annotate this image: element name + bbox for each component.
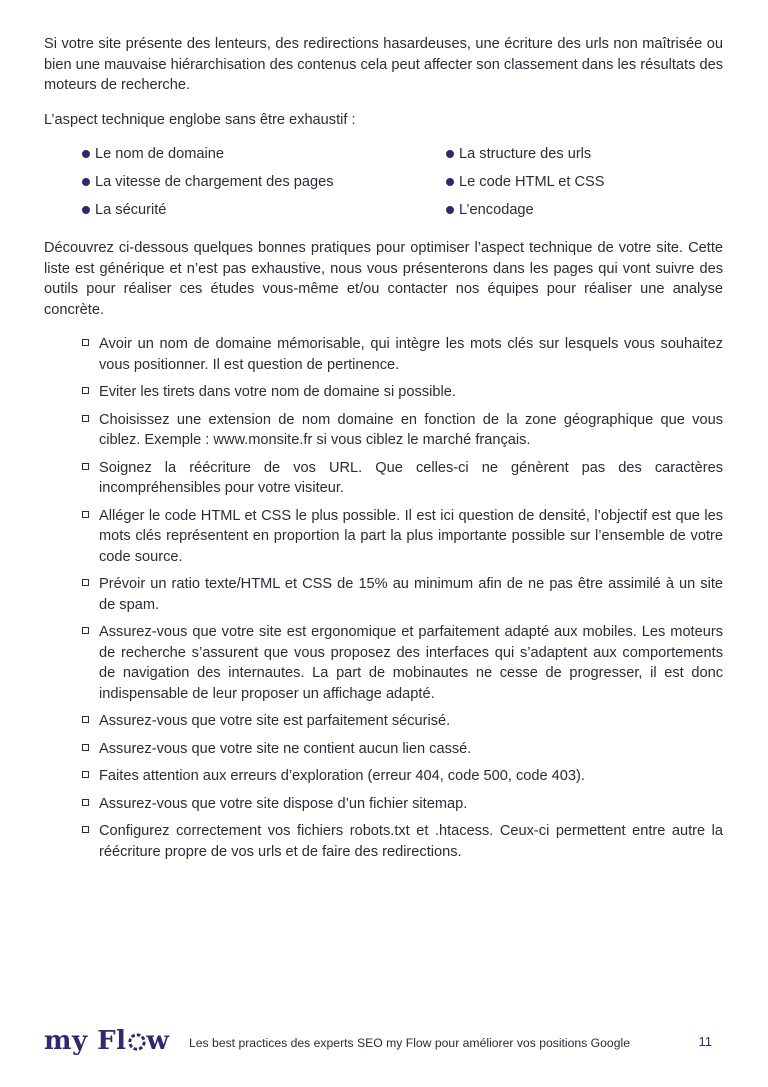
list-item — [446, 144, 746, 164]
logo-text-end: w — [146, 1026, 170, 1056]
bullet-dot-icon — [82, 206, 90, 214]
list-item — [82, 200, 446, 220]
technical-aspects-list — [82, 144, 723, 220]
checkbox-square-icon — [82, 799, 89, 806]
bullet-dot-icon — [82, 150, 90, 158]
checklist-item — [82, 506, 723, 568]
checklist-item-text: Faites attention aux erreurs d’exploration (erreur 404, code 500, code 403). — [99, 768, 585, 784]
checkbox-square-icon — [82, 744, 89, 751]
checkbox-square-icon — [82, 716, 89, 723]
checklist-item — [82, 458, 723, 499]
checkbox-square-icon — [82, 387, 89, 394]
list-item-label: La sécurité — [95, 202, 167, 218]
checklist-item-text: Configurez correctement vos fichiers robots.txt et .htacess. Ceux-ci permettent entre autre la réécriture propre de vos urls et de faire des redirections. — [99, 823, 723, 860]
list-item — [82, 144, 446, 164]
footer-tagline: Les best practices des experts SEO my Flow pour améliorer vos positions Google — [189, 1036, 630, 1050]
list-item — [446, 172, 746, 192]
checklist-item — [82, 334, 723, 375]
brand-logo — [44, 1024, 169, 1058]
list-item-label: Le code HTML et CSS — [459, 174, 605, 190]
checkbox-square-icon — [82, 771, 89, 778]
checklist-item-text: Alléger le code HTML et CSS le plus possible. Il est ici question de densité, l’objectif est que les mots clés représentent en proportion la part la plus importante possible sur l’ensemble de votre code source. — [99, 507, 723, 565]
checklist-item — [82, 574, 723, 615]
page-footer — [44, 1024, 724, 1064]
logo-text-start: my Fl — [44, 1026, 127, 1056]
list-item-label: L’encodage — [459, 202, 534, 218]
checklist-item — [82, 821, 723, 862]
checklist-item — [82, 739, 723, 760]
checkbox-square-icon — [82, 463, 89, 470]
checklist-item-text: Eviter les tirets dans votre nom de domaine si possible. — [99, 384, 456, 400]
checklist-item-text: Assurez-vous que votre site ne contient aucun lien cassé. — [99, 740, 472, 757]
checkbox-square-icon — [82, 826, 89, 833]
checklist-item-text: Assurez-vous que votre site est parfaitement sécurisé. — [99, 713, 451, 729]
checklist-item — [82, 410, 723, 451]
checklist-item-text: Assurez-vous que votre site est ergonomique et parfaitement adapté aux mobiles. Les moteurs de recherche s’assurent que vous proposez des interfaces qui s’adaptent aux comportements de navigation des internautes. La part de mobinautes ne cesse de progresser, il est donc indispensable de leur proposer un affichage adapté. — [99, 624, 723, 702]
list-item-label: La vitesse de chargement des pages — [95, 174, 334, 190]
checkbox-square-icon — [82, 511, 89, 518]
discover-paragraph: Découvrez ci-dessous quelques bonnes pratiques pour optimiser l’aspect technique de votre site. Cette liste est générique et n’est pas exhaustive, nous vous présenterons dans les pages qui vont suivre des outils pour réaliser ces études vous-même et/ou contacter nos équipes pour réaliser une analyse concrète. — [44, 240, 723, 318]
bullet-dot-icon — [446, 206, 454, 214]
best-practices-checklist — [44, 334, 723, 862]
checkbox-square-icon — [82, 579, 89, 586]
list-item-label: La structure des urls — [459, 146, 592, 162]
page-number: 11 — [698, 1034, 712, 1049]
intro-paragraph: Si votre site présente des lenteurs, des redirections hasardeuses, une écriture des urls non maîtrisée ou bien une mauvaise hiérarchisation des contenus cela peut affecter son classement dans les résultats des moteurs de recherche. — [44, 36, 723, 93]
bullet-dot-icon — [446, 150, 454, 158]
checklist-item — [82, 382, 723, 403]
checklist-item-text: Assurez-vous que votre site dispose d’un fichier sitemap. — [99, 795, 468, 812]
checkbox-square-icon — [82, 415, 89, 422]
checkbox-square-icon — [82, 339, 89, 346]
checklist-item-text: Choisissez une extension de nom domaine en fonction de la zone géographique que vous ciblez. Exemple : www.monsite.fr si vous ciblez le marché français. — [99, 411, 723, 448]
bullet-dot-icon — [82, 178, 90, 186]
aspect-paragraph: L’aspect technique englobe sans être exhaustif : — [44, 111, 356, 128]
list-item-label: Le nom de domaine — [95, 146, 224, 162]
checklist-item — [82, 711, 723, 732]
flower-o-icon — [128, 1033, 146, 1051]
checklist-item — [82, 622, 723, 704]
checklist-item — [82, 766, 723, 787]
checklist-item-text: Prévoir un ratio texte/HTML et CSS de 15% au minimum afin de ne pas être assimilé à un site de spam. — [99, 576, 723, 613]
bullet-dot-icon — [446, 178, 454, 186]
list-item — [82, 172, 446, 192]
page-content — [44, 34, 723, 869]
list-item — [446, 200, 746, 220]
checkbox-square-icon — [82, 627, 89, 634]
checklist-item-text: Soignez la réécriture de vos URL. Que celles-ci ne génèrent pas des caractères incompréhensibles pour votre visiteur. — [99, 459, 723, 496]
checklist-item-text: Avoir un nom de domaine mémorisable, qui intègre les mots clés sur lesquels vous souhaitez vous positionner. Il est question de pertinence. — [99, 336, 723, 373]
checklist-item — [82, 794, 723, 815]
